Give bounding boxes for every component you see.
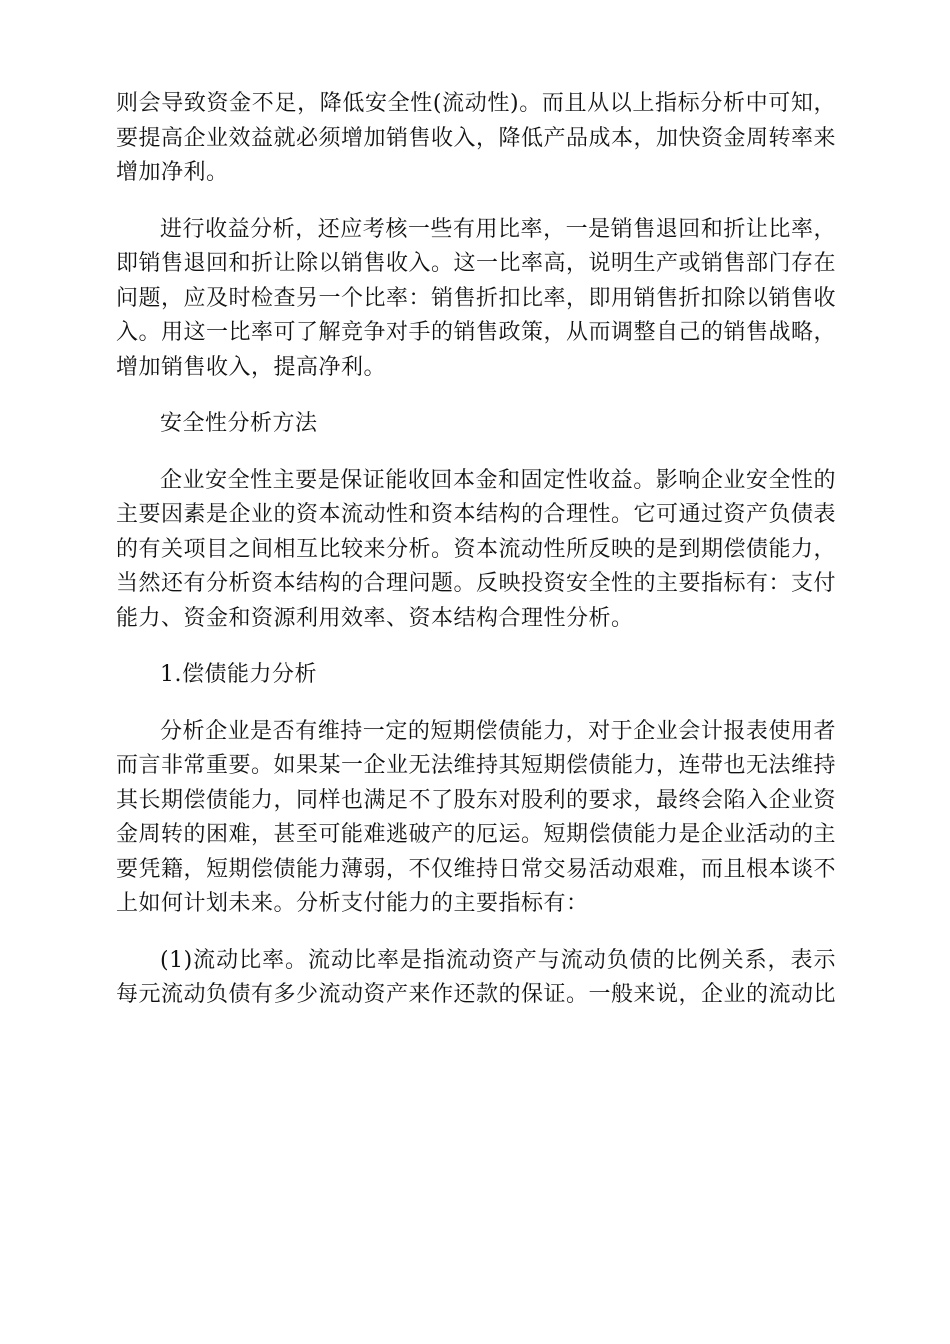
paragraph-short-term-solvency: 分析企业是否有维持一定的短期偿债能力，对于企业会计报表使用者而言非常重要。如果某一企业无法维持其短期偿债能力，连带也无法维持其长期偿债能力，同样也满足不了股东对股利的要求，最终会陷入企业资金周转的困难，甚至可能难逃破产的厄运。短期偿债能力是企业活动的主要凭籍，短期偿债能力薄弱，不仅维持日常交易活动艰难，而且根本谈不上如何计划未来。分析支付能力的主要指标有： [116,718,837,916]
section-heading-solvency: 1.偿债能力分析 [160,662,317,687]
paragraph-continuation: 则会导致资金不足，降低安全性(流动性)。而且从以上指标分析中可知，要提高企业效益就必须增加销售收入，降低产品成本，加快资金周转率来增加净利。 [116,91,837,185]
paragraph-current-ratio: (1)流动比率。流动比率是指流动资产与流动负债的比例关系，表示每元流动负债有多少流动资产来作还款的保证。一般来说，企业的流动比 [116,947,837,1007]
document-body [116,87,836,1035]
paragraph-revenue-analysis: 进行收益分析，还应考核一些有用比率，一是销售退回和折让比率，即销售退回和折让除以销售收入。这一比率高，说明生产或销售部门存在问题，应及时检查另一个比率：销售折扣比率，即用销售折扣除以销售收入。用这一比率可了解竞争对手的销售政策，从而调整自己的销售战略，增加销售收入，提高净利。 [116,216,837,380]
section-heading-safety-analysis: 安全性分析方法 [160,411,318,436]
paragraph-safety-intro: 企业安全性主要是保证能收回本金和固定性收益。影响企业安全性的主要因素是企业的资本流动性和资本结构的合理性。它可通过资产负债表的有关项目之间相互比较来分析。资本流动性所反映的是到期偿债能力，当然还有分析资本结构的合理问题。反映投资安全性的主要指标有：支付能力、资金和资源利用效率、资本结构合理性分析。 [116,467,837,631]
